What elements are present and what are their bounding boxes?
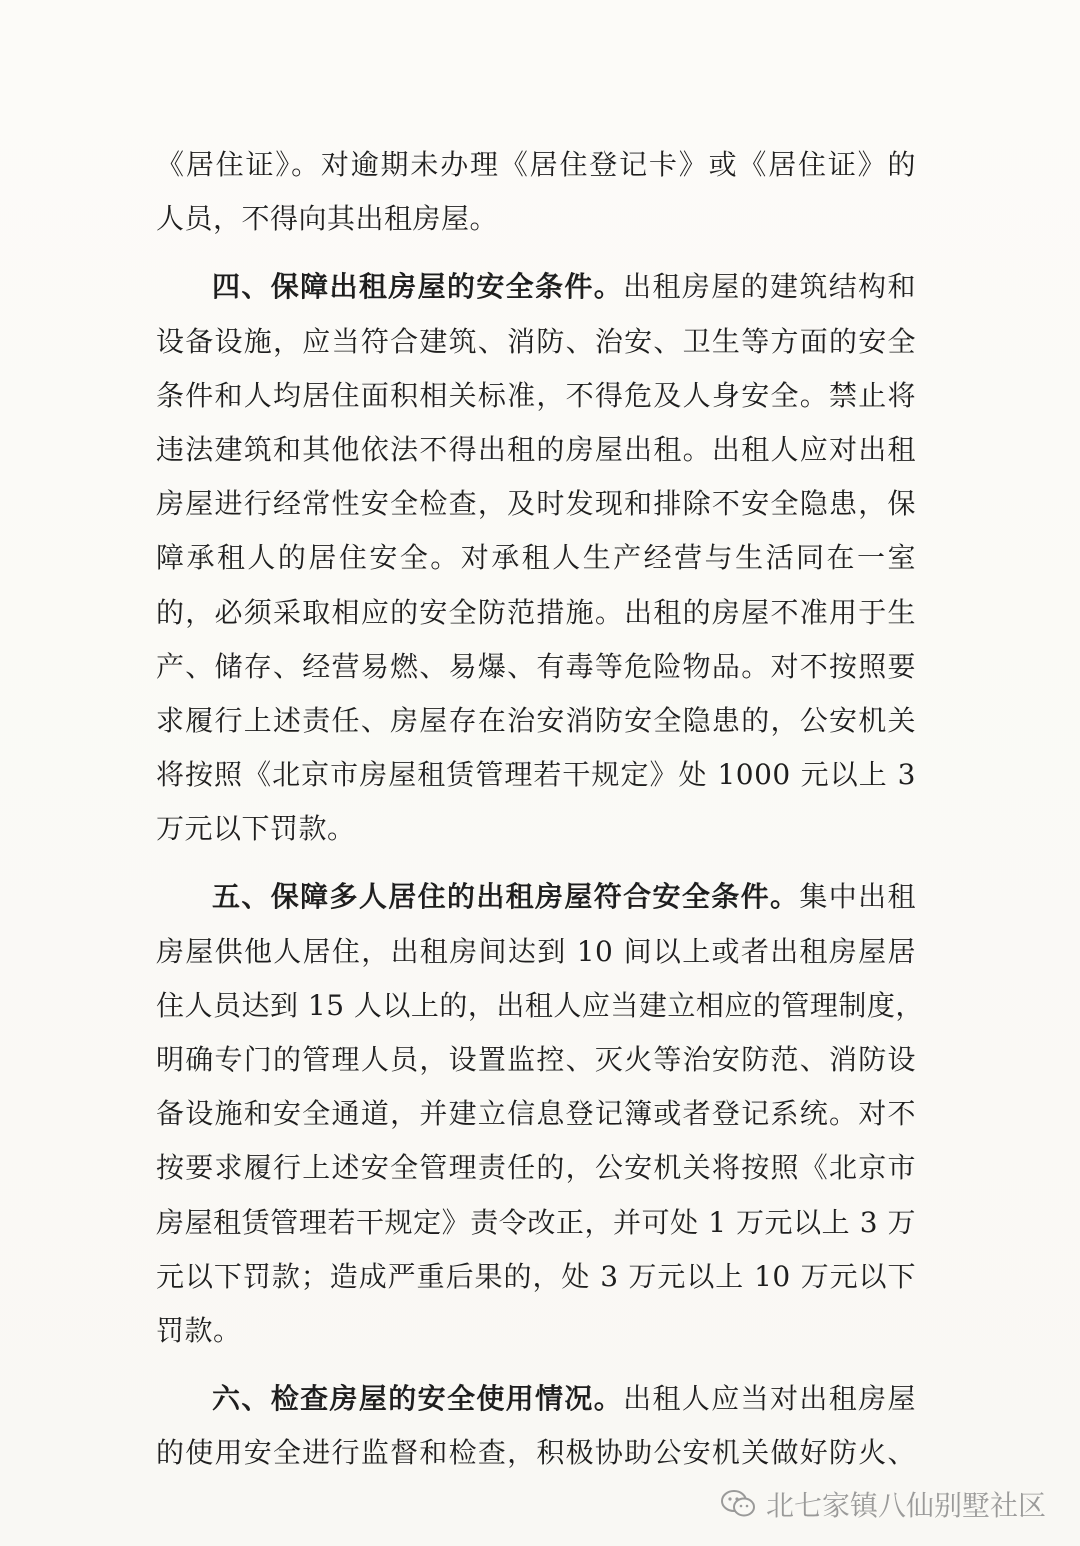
text-line: 房屋供他人居住，出租房间达到 10 间以上或者出租房屋居	[156, 934, 916, 968]
section-5-heading: 五、保障多人居住的出租房屋符合安全条件。	[212, 880, 800, 914]
text-line: 明确专门的管理人员，设置监控、灭火等治安防范、消防设	[156, 1043, 916, 1076]
text-line: 求履行上述责任、房屋存在治安消防安全隐患的，公安机关	[156, 703, 916, 737]
section-4-heading: 四、保障出租房屋的安全条件。	[212, 270, 624, 304]
section-4-first-line: 四、保障出租房屋的安全条件。出租房屋的建筑结构和	[212, 270, 916, 304]
text-line: 万元以下罚款。	[156, 812, 356, 846]
text-line: 条件和人均居住面积相关标准，不得危及人身安全。禁止将	[156, 378, 916, 412]
text-line: 产、储存、经营易燃、易爆、有毒等危险物品。对不按照要	[156, 649, 916, 683]
text-line: 《居住证》。对逾期未办理《居住登记卡》或《居住证》的	[156, 148, 916, 181]
text-line: 住人员达到 15 人以上的，出租人应当建立相应的管理制度，	[156, 988, 924, 1022]
text-line: 房屋租赁管理若干规定》责令改正，并可处 1 万元以上 3 万	[156, 1205, 916, 1239]
text-line: 房屋进行经常性安全检查，及时发现和排除不安全隐患，保	[156, 487, 916, 521]
text-line: 障承租人的居住安全。对承租人生产经营与生活同在一室	[156, 541, 916, 575]
text-line: 违法建筑和其他依法不得出租的房屋出租。出租人应对出租	[156, 432, 916, 466]
text-line: 备设施和安全通道，并建立信息登记簿或者登记系统。对不	[156, 1097, 916, 1131]
text-line: 罚款。	[156, 1313, 242, 1347]
text-line: 设备设施，应当符合建筑、消防、治安、卫生等方面的安全	[156, 324, 916, 358]
account-watermark	[720, 1484, 1046, 1524]
section-6-first-line: 六、检查房屋的安全使用情况。出租人应当对出租房屋	[212, 1382, 916, 1416]
section-5-first-line: 五、保障多人居住的出租房屋符合安全条件。集中出租	[212, 880, 916, 914]
text-line: 元以下罚款；造成严重后果的，处 3 万元以上 10 万元以下	[156, 1259, 916, 1293]
section-6-heading: 六、检查房屋的安全使用情况。	[212, 1382, 624, 1416]
text-line: 将按照《北京市房屋租赁管理若干规定》处 1000 元以上 3	[156, 758, 916, 792]
text-line: 按要求履行上述安全管理责任的，公安机关将按照《北京市	[156, 1151, 916, 1185]
watermark-text: 北七家镇八仙别墅社区	[765, 1489, 1046, 1522]
text-line: 人员，不得向其出租房屋。	[156, 202, 499, 236]
document-body	[156, 138, 924, 1481]
wechat-icon	[720, 1488, 756, 1520]
text-line: 的使用安全进行监督和检查，积极协助公安机关做好防火、	[156, 1436, 916, 1470]
text-line: 的，必须采取相应的安全防范措施。出租的房屋不准用于生	[156, 595, 916, 629]
